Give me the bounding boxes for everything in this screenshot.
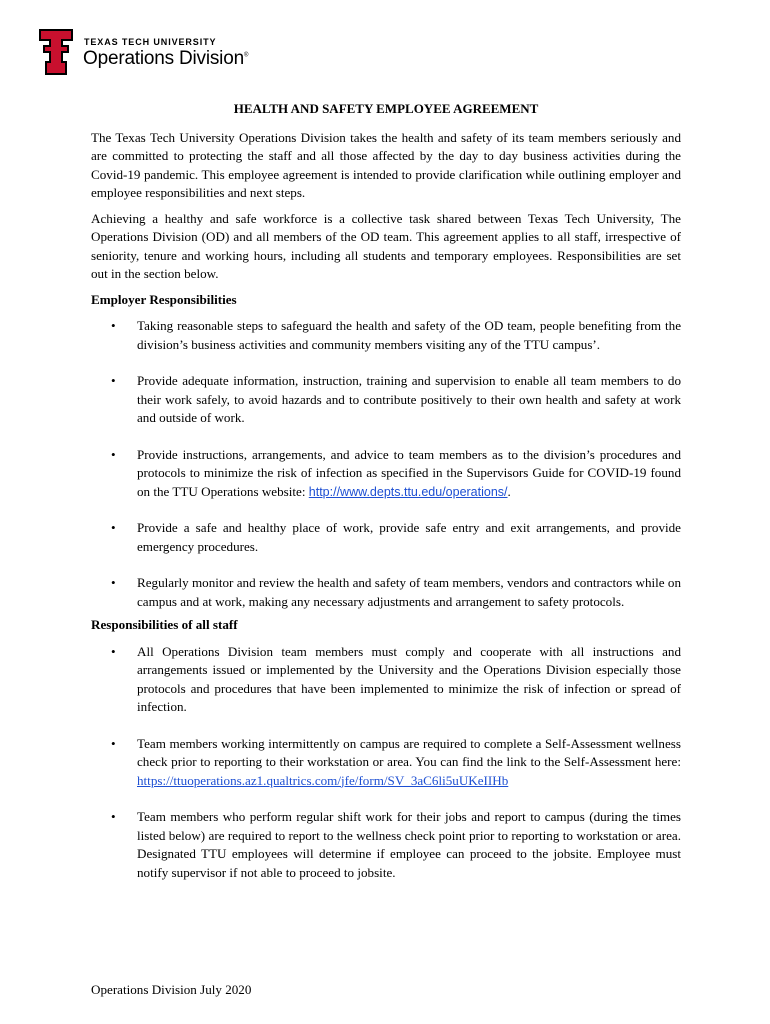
- list-item: • Team members working intermittently on campus are required to complete a Self-Assessment wellness check prior to reporting to their workstation or area. You can find the link to the Self-Assessment here: https://ttuoperations.az1.qualtrics.com/jfe/form/SV_3aC6li5uUKeIIHb: [111, 735, 681, 788]
- list-item: • Provide a safe and healthy place of work, provide safe entry and exit arrangements, and provide emergency procedures.: [111, 520, 681, 554]
- intro-paragraph-1: The Texas Tech University Operations Division takes the health and safety of its team members seriously and are committed to protecting the staff and all those affected by the day to day business activities during the Covid-19 pandemic. This employee agreement is intended to provide clarification while outlining employer and employee responsibilities and next steps.: [91, 129, 681, 200]
- list-item: • Team members who perform regular shift work for their jobs and report to campus (during the times listed below) are required to report to the wellness check point prior to reporting to workstation or area. Designated TTU employees will determine if employee can proceed to the jobsite. Employee must notify supervisor if not able to proceed to jobsite.: [111, 809, 681, 880]
- org-logo: [38, 28, 258, 78]
- list-item: • Provide adequate information, instruction, training and supervision to enable all team members to do their work safely, to avoid hazards and to contribute positively to their own health and safety at work and outside of work.: [111, 373, 681, 425]
- staff-responsibilities-list: [91, 643, 681, 883]
- intro-paragraph-2: Achieving a healthy and safe workforce is a collective task shared between Texas Tech University, The Operations Division (OD) and all members of the OD team. This agreement applies to all staff, irrespective of seniority, tenure and working hours, including all students and temporary employees. Responsibilities are set out in the section below.: [91, 210, 681, 281]
- list-item: • All Operations Division team members must comply and cooperate with all instructions and arrangements issued or implemented by the University and the Operations Division especially those protocols and procedures that have been implemented to minimize the risk of infection or spread of infection.: [111, 643, 681, 714]
- list-item: • Provide instructions, arrangements, and advice to team members as to the division’s procedures and protocols to minimize the risk of infection as specified in the Supervisors Guide for COVID-19 found on the TTU Operations website: http://www.depts.ttu.edu/operations/.: [111, 446, 681, 499]
- staff-responsibilities-heading: Responsibilities of all staff: [91, 617, 238, 632]
- org-name: Operations Division®: [83, 48, 249, 69]
- operations-website-link[interactable]: http://www.depts.ttu.edu/operations/: [308, 484, 508, 499]
- self-assessment-link[interactable]: https://ttuoperations.az1.qualtrics.com/jfe/form/SV_3aC6li5uUKeIIHb: [137, 772, 509, 788]
- employer-responsibilities-list: [91, 317, 681, 611]
- trademark-mark: ®: [243, 52, 249, 59]
- document-body: [91, 100, 681, 882]
- list-item: • Taking reasonable steps to safeguard the health and safety of the OD team, people benefiting from the division’s business activities and community members visiting any of the TTU campus’.: [111, 318, 681, 352]
- document-title: HEALTH AND SAFETY EMPLOYEE AGREEMENT: [233, 101, 539, 116]
- org-top-line: TEXAS TECH UNIVERSITY: [84, 37, 217, 47]
- employer-responsibilities-heading: Employer Responsibilities: [91, 291, 237, 307]
- page-footer: Operations Division July 2020: [91, 982, 252, 997]
- list-item: • Regularly monitor and review the health and safety of team members, vendors and contractors while on campus and at work, making any necessary adjustments and arrangement to safety protocols.: [111, 575, 681, 609]
- double-t-logo-icon: [38, 28, 74, 76]
